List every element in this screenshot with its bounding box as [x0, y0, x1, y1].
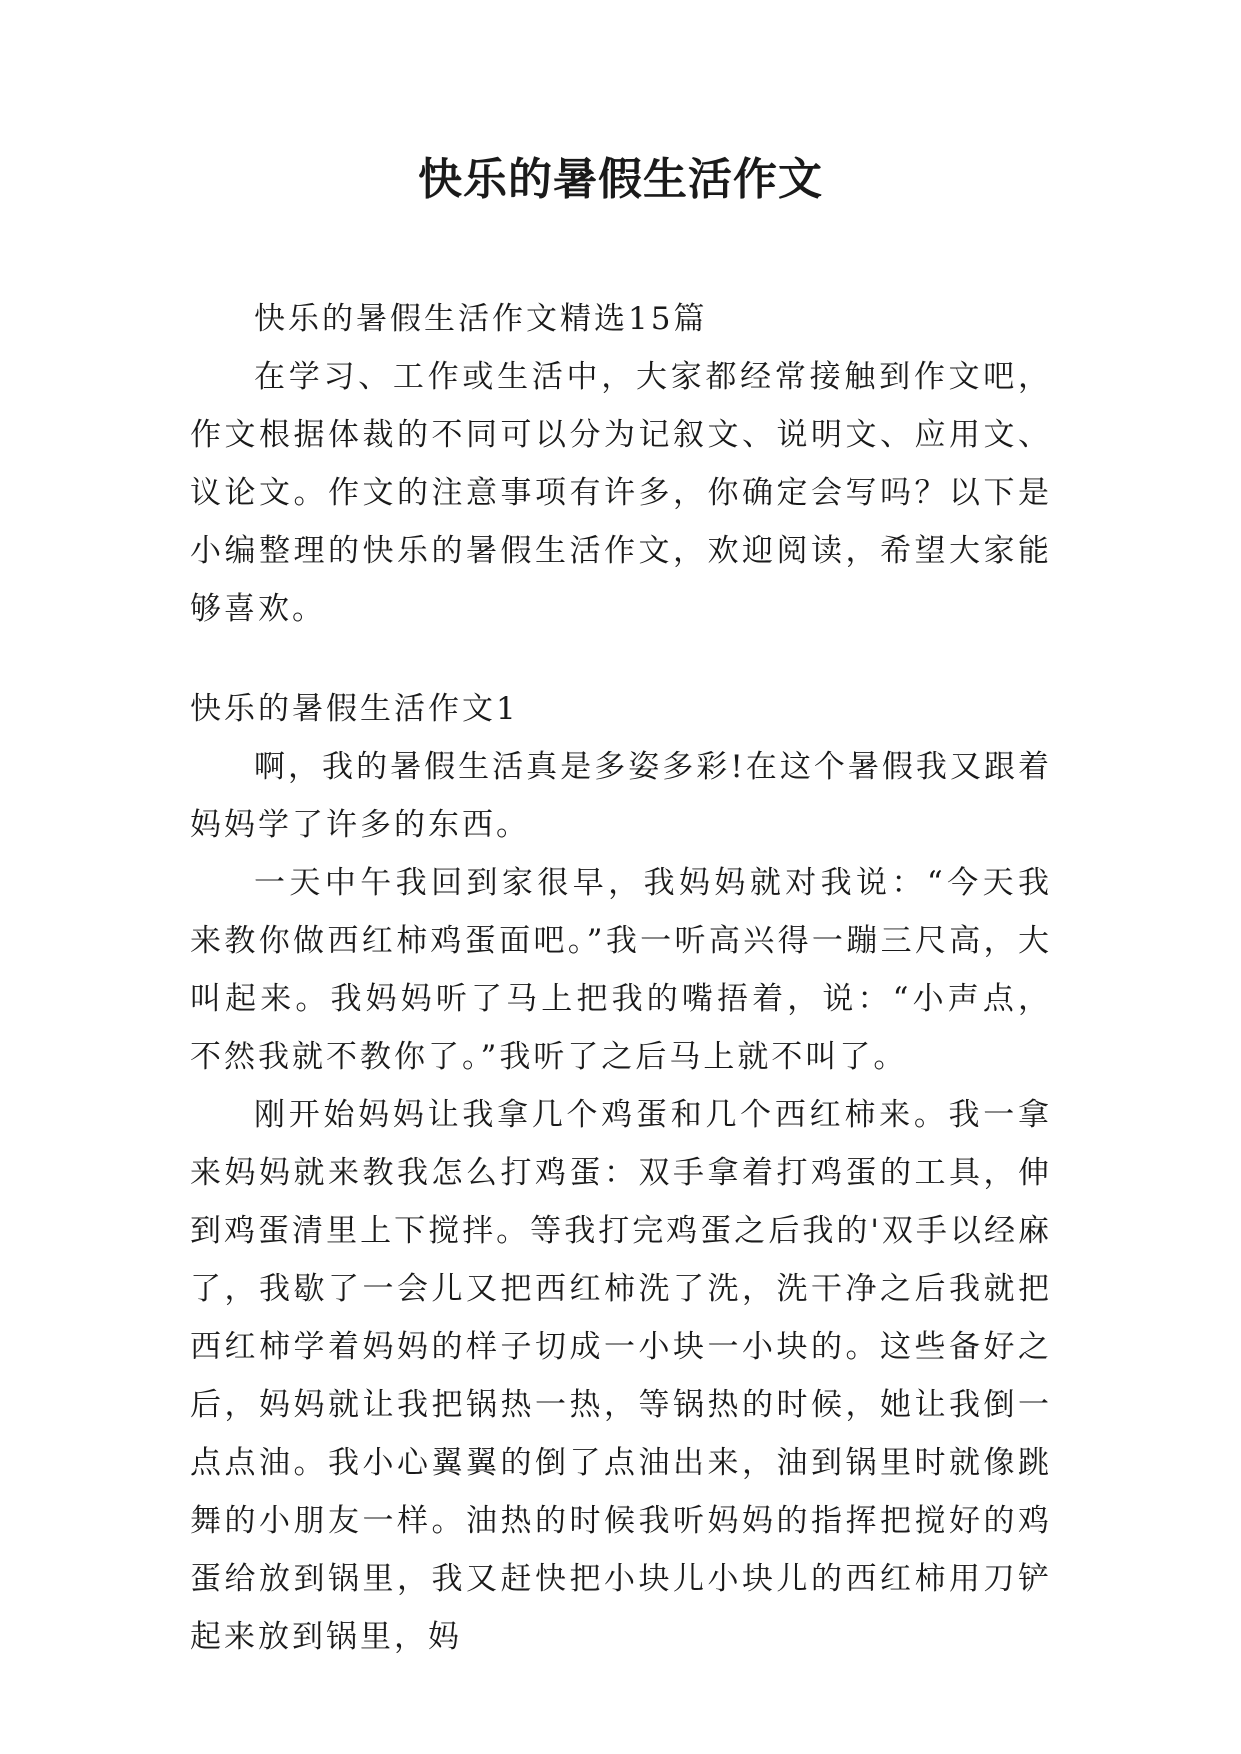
- document-body: [190, 290, 1052, 1666]
- section-paragraph: 刚开始妈妈让我拿几个鸡蛋和几个西红柿来。我一拿来妈妈就来教我怎么打鸡蛋：双手拿着打鸡蛋的工具，伸到鸡蛋清里上下搅拌。等我打完鸡蛋之后我的'双手以经麻了，我歇了一会儿又把西红柿洗了洗，洗干净之后我就把西红柿学着妈妈的样子切成一小块一小块的。这些备好之后，妈妈就让我把锅热一热，等锅热的时候，她让我倒一点点油。我小心翼翼的倒了点油出来，油到锅里时就像跳舞的小朋友一样。油热的时候我听妈妈的指挥把搅好的鸡蛋给放到锅里，我又赶快把小块儿小块儿的西红柿用刀铲起来放到锅里，妈: [190, 1097, 1052, 1655]
- section-heading: 快乐的暑假生活作文1: [190, 691, 519, 727]
- intro-paragraph: 在学习、工作或生活中，大家都经常接触到作文吧，作文根据体裁的不同可以分为记叙文、说明文、应用文、议论文。作文的注意事项有许多，你确定会写吗？以下是小编整理的快乐的暑假生活作文，欢迎阅读，希望大家能够喜欢。: [190, 359, 1052, 627]
- section-paragraph: 一天中午我回到家很早，我妈妈就对我说：“今天我来教你做西红柿鸡蛋面吧。”我一听高兴得一蹦三尺高，大叫起来。我妈妈听了马上把我的嘴捂着，说：“小声点，不然我就不教你了。”我听了之后马上就不叫了。: [190, 865, 1052, 1075]
- document-title: 快乐的暑假生活作文: [418, 154, 823, 205]
- section-paragraph: 啊，我的暑假生活真是多姿多彩!在这个暑假我又跟着妈妈学了许多的东西。: [190, 749, 1052, 843]
- document-subtitle: 快乐的暑假生活作文精选15篇: [254, 301, 708, 337]
